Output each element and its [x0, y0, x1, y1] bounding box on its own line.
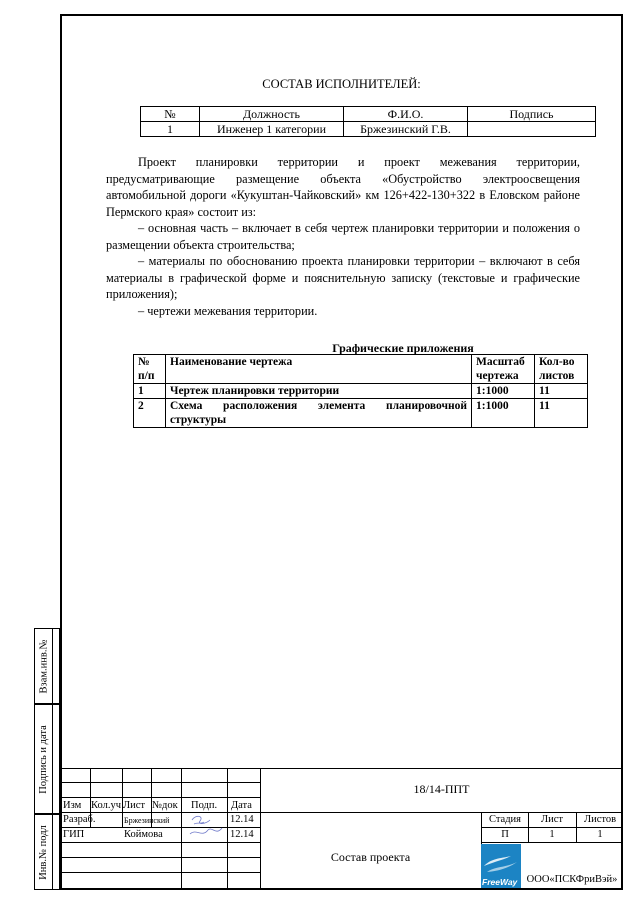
header-cell: Кол-во листов: [535, 355, 588, 384]
paragraph: – материалы по обоснованию проекта планировки территории – включают в себя материалы в графической форме и пояснительную записку (текстовые и графические приложения);: [106, 254, 580, 301]
side-label-inv: Инв.№ подл: [38, 824, 50, 880]
stage-header: Стадия: [488, 814, 522, 825]
table-row: [141, 122, 596, 137]
stamp-header-kolvo: Кол.уч: [91, 800, 121, 811]
stamp-header-list: Лист: [123, 800, 145, 811]
stamp-date: 12.14: [230, 829, 254, 840]
paragraph: Проект планировки территории и проект межевания территории, предусматривающие размещение объекта «Обустройство электроосвещения автомобильной дороги «Кукуштан-Чайковский» км 126+422-130+322 в Еловском районе Пермского края» состоит из:: [106, 155, 580, 219]
side-stamp-podpis: [34, 704, 60, 814]
stamp-role: Разраб.: [63, 814, 96, 825]
header-cell: №: [141, 107, 200, 122]
executors-table: [140, 106, 596, 137]
table-cell: [468, 122, 596, 137]
signature-mark: [184, 812, 226, 842]
stamp-header-date: Дата: [231, 800, 252, 811]
table-header-row: [141, 107, 596, 122]
sheet-value: 1: [549, 829, 555, 840]
header-cell: Масштаб чертежа: [472, 355, 535, 384]
sheet-header: Лист: [541, 814, 563, 825]
header-cell: Должность: [200, 107, 344, 122]
header-cell: № п/п: [134, 355, 166, 384]
side-stamp-inv: [34, 814, 60, 890]
side-label-vzam: Взам.инв.№: [38, 639, 50, 693]
sheets-total-value: 1: [597, 829, 603, 840]
stage-value: П: [501, 829, 509, 840]
table-cell: 1:1000: [472, 399, 535, 428]
table-cell: 1: [141, 122, 200, 137]
table-cell: 1:1000: [472, 384, 535, 399]
graphic-appendix-title: Графические приложения: [332, 341, 474, 355]
table-cell: Бржезинский Г.В.: [344, 122, 468, 137]
table-header-row: [134, 355, 588, 384]
page-frame: [60, 14, 623, 890]
side-stamp-vzam: [34, 628, 60, 704]
stamp-role: ГИП: [63, 829, 85, 840]
stamp-header-podp: Подп.: [191, 800, 218, 811]
header-cell: Ф.И.О.: [344, 107, 468, 122]
document-code: 18/14-ППТ: [413, 782, 470, 796]
sheets-total-header: Листов: [583, 814, 617, 825]
table-cell: 1: [134, 384, 166, 399]
table-cell: 11: [535, 384, 588, 399]
table-cell: 11: [535, 399, 588, 428]
side-label-podpis: Подпись и дата: [38, 724, 50, 794]
stamp-person: Коймова: [124, 829, 163, 840]
company-logo: [481, 844, 521, 888]
stamp-header-izm: Изм: [63, 800, 82, 811]
header-cell: Подпись: [468, 107, 596, 122]
graphic-appendix-table: [133, 354, 588, 428]
table-row: [134, 399, 588, 428]
document-name: Состав проекта: [330, 850, 411, 864]
page-title: СОСТАВ ИСПОЛНИТЕЛЕЙ:: [262, 77, 421, 91]
stamp-header-ndok: №док: [152, 800, 178, 811]
table-cell: Инженер 1 категории: [200, 122, 344, 137]
paragraph: – чертежи межевания территории.: [138, 303, 318, 318]
header-cell: Наименование чертежа: [166, 355, 472, 384]
logo-text: FreeWay: [482, 877, 518, 887]
table-cell: Чертеж планировки территории: [166, 384, 472, 399]
table-cell: Схема расположения элемента планировочной структуры: [166, 399, 472, 428]
paragraph: – основная часть – включает в себя чертеж планировки территории и положения о размещении объекта строительства;: [106, 221, 580, 252]
title-block: [60, 768, 623, 890]
table-row: [134, 384, 588, 399]
table-cell: 2: [134, 399, 166, 428]
stamp-person: Бржезинский: [124, 816, 170, 825]
body-text: [106, 154, 580, 319]
company-name: ООО«ПСКФриВэй»: [526, 874, 618, 885]
stamp-date: 12.14: [230, 814, 254, 825]
